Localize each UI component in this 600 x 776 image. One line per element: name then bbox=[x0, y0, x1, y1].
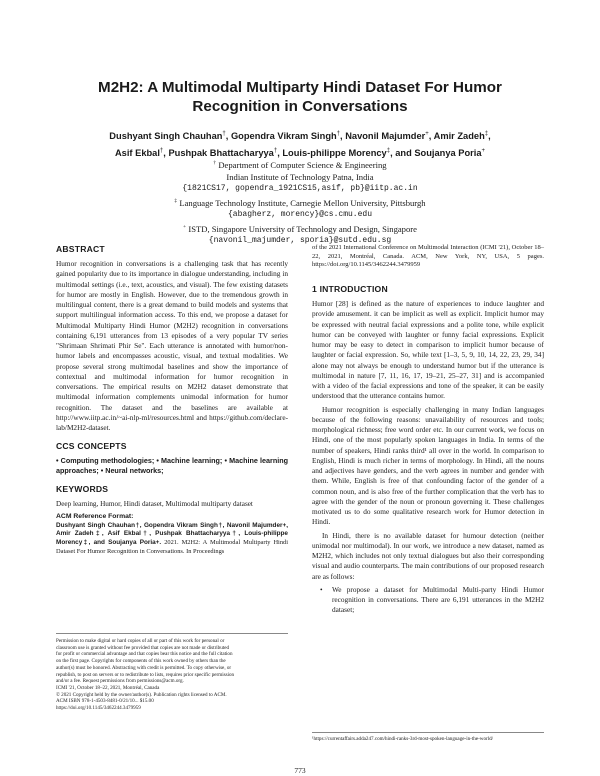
ccs-concepts: • Computing methodologies; • Machine learning; • Machine learning approaches; • Neural networks; bbox=[56, 456, 288, 476]
ccs-heading: CCS CONCEPTS bbox=[56, 441, 127, 452]
paper-title bbox=[60, 78, 540, 116]
introduction-heading: 1 INTRODUCTION bbox=[312, 284, 388, 295]
title-line-2: Recognition in Conversations bbox=[192, 98, 408, 115]
author-name: Navonil Majumder bbox=[345, 131, 426, 142]
intro-paragraph-3: In Hindi, there is no available dataset for humour detection (neither unimodal nor multimodal). In our work, we introduce a new dataset, named as M2H2, which includes not only textual dialogues but also their corresponding visual and audio counterparts. The main contributions of our proposed research are as follows: bbox=[312, 530, 544, 581]
keywords-text: Deep learning, Humor, Hindi dataset, Multimodal multiparty dataset bbox=[56, 500, 253, 509]
permission-block: Permission to make digital or hard copies of all or part of this work for personal or classroom use is granted without fee provided that copies are not made or distributed for profit or commercial advantage and that copies bear this notice and the full citation on the first page. Copyrights for components of this work owned by others than the author(s) must be honored. Abstracting with credit is permitted. To copy otherwise, or republish, to post on servers or to redistribute to lists, requires prior specific permission and/or a fee. Request permissions from permissions@acm.org. ICMI '21, October 18–22, 2021, Montréal, Canada © 2021 Copyright held by the owner/author(s). Publication rights licensed to ACM. ACM ISBN 978-1-4503-8481-0/21/10... $15.00 https://doi.org/10.1145/3462244.3479959 bbox=[56, 633, 288, 712]
intro-paragraph-1: Humor [28] is defined as the nature of experiences to induce laughter and provide amusement. it can be implicit as well as explicit. Implicit humor may be expressed with neutral facial expressions and a polite tone, while explicit humor can be conveyed with laughter or funny facial expressions. Explicit humor may be easy to detect in comparison to implicit humor because of laughter or facial expression. So, while text [1–3, 5, 9, 10, 14, 22, 23, 29, 34] alone may not always be enough to understand humor but if the utterance is multimodal in nature [7, 11, 16, 17, 19–21, 25–27, 31] and is accompanied with a video of the facial expressions and tone of the speaker, it can be easily understood that the utterance contains humor. bbox=[312, 299, 544, 401]
acm-reference-continued: of the 2021 International Conference on Multimodal Interaction (ICMI '21), October 18–22, 2021, Montréal, Canada. ACM, New York, NY, USA, 5 pages. https://doi.org/10.1145/3462244.3479959 bbox=[312, 244, 544, 269]
author-name: Asif Ekbal bbox=[114, 148, 160, 159]
acm-reference-authors: Dushyant Singh Chauhan†, Gopendra Vikram Singh†, Navonil Majumder+, Amir Zadeh‡, Asif Ekbal†, Pushpak Bhattacharyya†, Louis-philippe Morency‡, and Soujanya Poria+. bbox=[56, 521, 288, 547]
acm-reference-text: 2021. M2H2: A Multimodal Multiparty Hindi Dataset For Humor Recognition in Conversations. In Proceedings bbox=[56, 539, 289, 555]
author-name: Pushpak Bhattacharyya bbox=[168, 148, 274, 159]
author-name: Amir Zadeh bbox=[433, 131, 485, 142]
contribution-bullet bbox=[312, 585, 544, 616]
author-name: Dushyant Singh Chauhan bbox=[109, 131, 223, 142]
acm-reference-heading: ACM Reference Format: bbox=[56, 513, 134, 521]
affiliation-line: Indian Institute of Technology Patna, India bbox=[226, 171, 374, 182]
bullet-icon: • bbox=[320, 584, 323, 594]
intro-paragraph-2: Humor recognition is especially challenging in many Indian languages because of the following reasons: unavailability of resources and tools; morphological richness; free word order etc. In our current work, we focus on Hindi, one of the most popularly spoken languages in India. In terms of the number of speakers, Hindi ranks third¹ all over in the world. In comparison to English, Hindi is much richer in terms of morphology. In Hindi, all the nouns and adjectives have genders, and the verb agrees in number and gender with them. While, English is free of that confounding factor of the gender of a common noun, and is also free of the further complication that the verb has to agree with the gender of the noun or pronoun governing it. These challenges motivated us to do some qualitative research work for Humor detection in Hindi. bbox=[312, 404, 544, 527]
authors-line-1: Dushyant Singh Chauhan†, Gopendra Vikram Singh†, Navonil Majumder+, Amir Zadeh‡, bbox=[109, 131, 491, 142]
acm-reference bbox=[56, 513, 288, 556]
affiliation-email: {navonil_majumder, sporia}@sutd.edu.sg bbox=[208, 235, 392, 245]
footnote: ¹https://currentaffairs.adda247.com/hindi-ranks-3rd-most-spoken-language-in-the-world/ bbox=[312, 732, 544, 743]
right-column bbox=[312, 244, 544, 616]
left-column bbox=[56, 244, 288, 556]
abstract-heading: ABSTRACT bbox=[56, 244, 105, 254]
author-name: Soujanya Poria bbox=[414, 148, 482, 159]
author-name: Gopendra Vikram Singh bbox=[230, 131, 337, 142]
affiliations bbox=[40, 157, 560, 247]
title-line-1: M2H2: A Multimodal Multiparty Hindi Dataset For Humor bbox=[98, 79, 502, 96]
abstract-text: Humor recognition in conversations is a challenging task that has recently gained popularity due to its importance in dialogue understanding, including in multimodal settings (i.e., text, acoustics, and visual). The few existing datasets for humor are mostly in English. However, due to the tremendous growth in multilingual content, there is a great demand to build models and systems that support multilingual information access. To this end, we propose a dataset for Multimodal Multiparty Hindi Humor (M2H2) recognition in conversations containing 6,191 utterances from 13 episodes of a very popular TV series "Shrimaan Shrimati Phir Se". Each utterance is annotated with humor/non-humor labels and encompasses acoustic, visual, and textual modalities. We propose several strong multimodal baselines and show the importance of contextual and multimodal information for humor recognition in conversations. The empirical results on M2H2 dataset demonstrate that multimodal information complements unimodal information for humor recognition. The dataset and the baselines are available at http://www.iitp.ac.in/~ai-nlp-ml/resources.html and https://github.com/declare-lab/M2H2-dataset. bbox=[56, 259, 288, 432]
affiliation-line: + ISTD, Singapore University of Technology and Design, Singapore bbox=[183, 223, 417, 234]
doi-link[interactable]: https://doi.org/10.1145/3462244.3479959 bbox=[56, 705, 141, 712]
bullet-text: We propose a dataset for Multimodal Multi-party Hindi Humor recognition in conversations. There are 6,191 utterances in the M2H2 dataset; bbox=[332, 584, 544, 615]
affiliation-email: {1821CS17, gopendra_1921CS15,asif, pb}@iitp.ac.in bbox=[182, 183, 418, 193]
affiliation-line: † Department of Computer Science & Engineering bbox=[213, 159, 387, 170]
affiliation-line: ‡ Language Technology Institute, Carnegie Mellon University, Pittsburgh bbox=[174, 197, 426, 208]
authors-line-2: Asif Ekbal†, Pushpak Bhattacharyya†, Louis-philippe Morency‡, and Soujanya Poria+ bbox=[114, 148, 486, 159]
keywords-heading: KEYWORDS bbox=[56, 484, 109, 495]
affiliation-email: {abagherz, morency}@cs.cmu.edu bbox=[227, 209, 373, 219]
page-number: 773 bbox=[294, 766, 306, 775]
author-name: Louis-philippe Morency bbox=[282, 148, 387, 159]
